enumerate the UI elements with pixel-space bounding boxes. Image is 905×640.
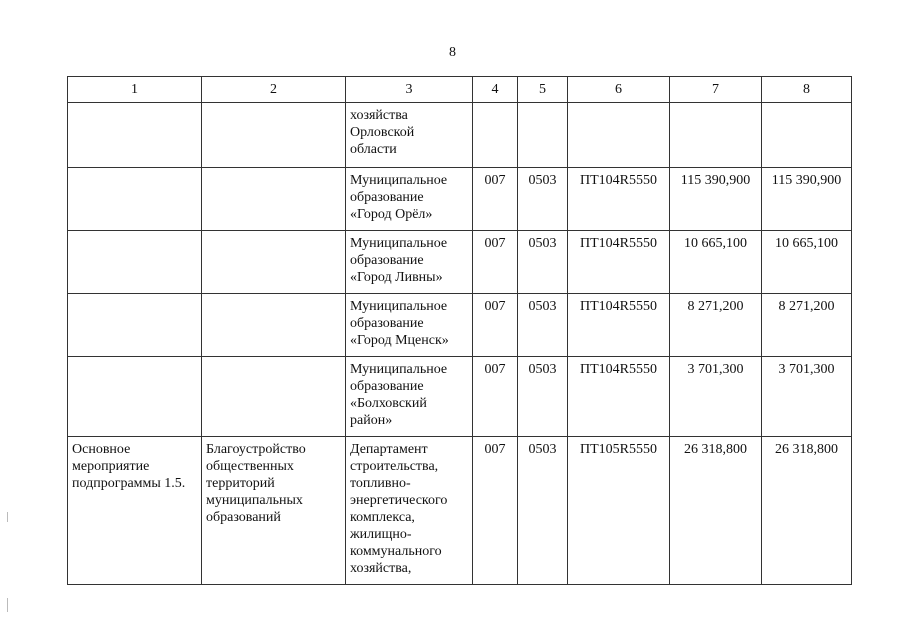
- table-row: [68, 231, 852, 294]
- table-cell-col1: [68, 103, 202, 168]
- column-header-2: 2: [202, 77, 346, 103]
- cell-text-line: хозяйства,: [350, 561, 412, 576]
- cell-text-line: энергетического: [350, 493, 448, 508]
- table-cell-col2: [202, 437, 346, 585]
- table-cell-col3: [346, 357, 473, 437]
- table-cell-col2: [202, 294, 346, 357]
- table-cell-col4: 007: [473, 231, 518, 294]
- cell-text-line: «Город Ливны»: [350, 270, 443, 285]
- table-cell-col7: 10 665,100: [670, 231, 762, 294]
- table-cell-col1: [68, 357, 202, 437]
- budget-allocation-table: [67, 76, 852, 585]
- cell-text-line: «Город Орёл»: [350, 207, 433, 222]
- table-cell-col2: [202, 168, 346, 231]
- scan-edge-mark: [7, 512, 8, 522]
- cell-text-line: образование: [350, 379, 424, 394]
- cell-text-line: территорий: [206, 476, 275, 491]
- table-cell-col4: 007: [473, 294, 518, 357]
- table-cell-col8: [762, 103, 852, 168]
- table-cell-col7: 8 271,200: [670, 294, 762, 357]
- table-cell-col7: 115 390,900: [670, 168, 762, 231]
- cell-text-line: строительства,: [350, 459, 439, 474]
- cell-text-line: Муниципальное: [350, 299, 448, 314]
- column-header-3: 3: [346, 77, 473, 103]
- table-cell-col6: [568, 103, 670, 168]
- cell-text-line: общественных: [206, 459, 294, 474]
- table-cell-col1: [68, 168, 202, 231]
- cell-text-line: Благоустройство: [206, 442, 306, 457]
- cell-text-line: мероприятие: [72, 459, 150, 474]
- table-cell-col8: 26 318,800: [762, 437, 852, 585]
- table-cell-col3: [346, 103, 473, 168]
- column-header-7: 7: [670, 77, 762, 103]
- cell-text-line: образование: [350, 190, 424, 205]
- table-cell-col6: ПТ105R5550: [568, 437, 670, 585]
- cell-text-line: Муниципальное: [350, 362, 448, 377]
- column-header-6: 6: [568, 77, 670, 103]
- table-cell-col5: 0503: [518, 231, 568, 294]
- table-cell-col1: [68, 437, 202, 585]
- cell-text-line: Муниципальное: [350, 173, 448, 188]
- cell-text-line: образований: [206, 510, 281, 525]
- cell-text-line: жилищно-: [350, 527, 412, 542]
- table-row: [68, 294, 852, 357]
- column-header-5: 5: [518, 77, 568, 103]
- cell-text-line: Департамент: [350, 442, 428, 457]
- column-header-1: 1: [68, 77, 202, 103]
- cell-text-line: «Город Мценск»: [350, 333, 449, 348]
- table-cell-col2: [202, 357, 346, 437]
- table-cell-col3: [346, 437, 473, 585]
- cell-text-line: «Болховский: [350, 396, 427, 411]
- table-cell-col7: 26 318,800: [670, 437, 762, 585]
- table-cell-col6: ПТ104R5550: [568, 294, 670, 357]
- cell-text-line: коммунального: [350, 544, 442, 559]
- table-row: [68, 437, 852, 585]
- cell-text-line: топливно-: [350, 476, 411, 491]
- cell-text-line: Орловской: [350, 125, 415, 140]
- table-row: [68, 168, 852, 231]
- column-header-4: 4: [473, 77, 518, 103]
- table-row: [68, 357, 852, 437]
- table-cell-col4: [473, 103, 518, 168]
- table-cell-col4: 007: [473, 357, 518, 437]
- table-cell-col8: 3 701,300: [762, 357, 852, 437]
- page-number: 8: [449, 45, 456, 60]
- table-cell-col8: 115 390,900: [762, 168, 852, 231]
- cell-text-line: Основное: [72, 442, 131, 457]
- table-cell-col1: [68, 231, 202, 294]
- table-cell-col5: [518, 103, 568, 168]
- cell-text-line: подпрограммы 1.5.: [72, 476, 186, 491]
- table-cell-col6: ПТ104R5550: [568, 168, 670, 231]
- table-cell-col6: ПТ104R5550: [568, 231, 670, 294]
- table-cell-col5: 0503: [518, 357, 568, 437]
- table-cell-col2: [202, 103, 346, 168]
- cell-text-line: район»: [350, 413, 393, 428]
- table-cell-col5: 0503: [518, 168, 568, 231]
- table-cell-col7: 3 701,300: [670, 357, 762, 437]
- cell-text-line: муниципальных: [206, 493, 303, 508]
- table-cell-col6: ПТ104R5550: [568, 357, 670, 437]
- table-cell-col2: [202, 231, 346, 294]
- scan-edge-mark: [7, 598, 8, 612]
- table-cell-col3: [346, 231, 473, 294]
- table-cell-col8: 8 271,200: [762, 294, 852, 357]
- table-cell-col8: 10 665,100: [762, 231, 852, 294]
- table-cell-col4: 007: [473, 437, 518, 585]
- table-body: [68, 103, 852, 585]
- table-cell-col4: 007: [473, 168, 518, 231]
- column-header-8: 8: [762, 77, 852, 103]
- table-row: [68, 103, 852, 168]
- header-row: [68, 77, 852, 103]
- table-cell-col5: 0503: [518, 437, 568, 585]
- table-cell-col5: 0503: [518, 294, 568, 357]
- cell-text-line: Муниципальное: [350, 236, 448, 251]
- table-cell-col1: [68, 294, 202, 357]
- table-cell-col7: [670, 103, 762, 168]
- cell-text-line: хозяйства: [350, 108, 408, 123]
- cell-text-line: области: [350, 142, 397, 157]
- table-cell-col3: [346, 168, 473, 231]
- cell-text-line: комплекса,: [350, 510, 415, 525]
- table-cell-col3: [346, 294, 473, 357]
- cell-text-line: образование: [350, 253, 424, 268]
- cell-text-line: образование: [350, 316, 424, 331]
